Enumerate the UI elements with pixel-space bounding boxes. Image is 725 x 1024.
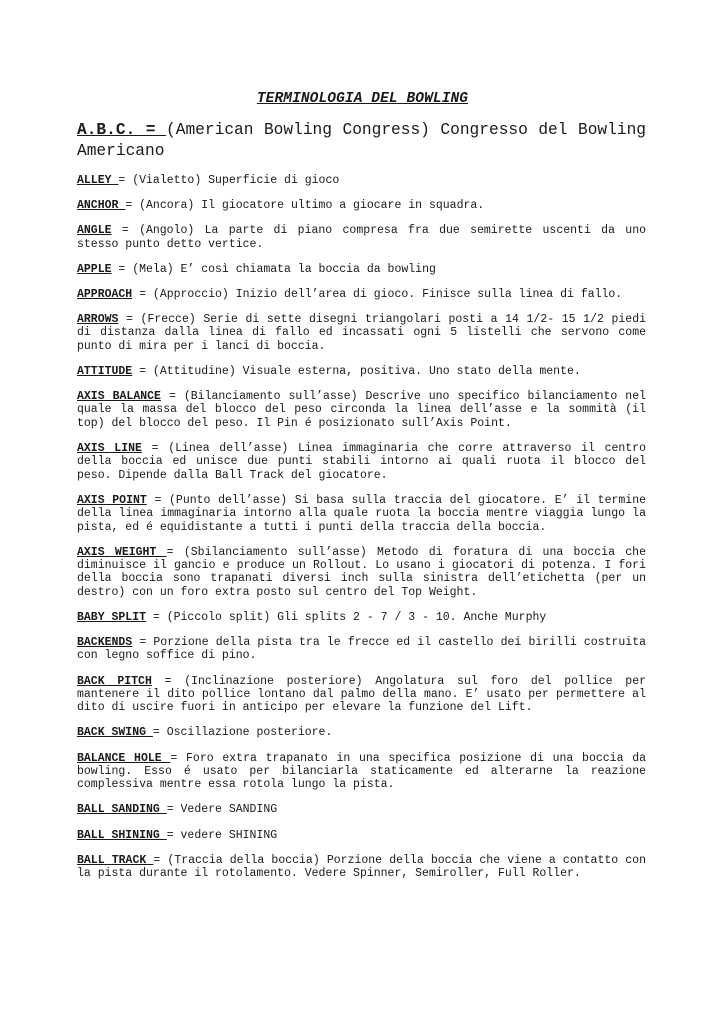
entry-term: ALLEY [77, 174, 119, 187]
entry-term: AXIS WEIGHT [77, 545, 167, 559]
entry-definition: = (Punto dell’asse) Si basa sulla traccia del giocatore. E’ il termine della linea immaginaria intorno alla quale ruota la boccia mentre viaggia lungo la pista, ed é equidistante a tutti i punti della traccia della boccia. [77, 493, 646, 534]
entry-definition: = (Bilanciamento sull’asse) Descrive uno specifico bilanciamento nel quale la massa del blocco del peso circonda la linea dell’asse e la sommità (il top) del blocco del peso. Il Pin é posizionato sull’Axis Point. [77, 389, 646, 430]
glossary-entry [77, 803, 646, 816]
glossary-entry [77, 675, 646, 715]
entry-term: ARROWS [77, 312, 119, 326]
entry-term: ANCHOR [77, 199, 126, 213]
entry-term: BACK SWING [77, 726, 153, 740]
entry-definition: = (Approccio) Inizio dell’area di gioco. Finisce sulla linea di fallo. [132, 287, 623, 301]
glossary-entry [77, 120, 646, 162]
glossary-entry [77, 442, 646, 482]
entry-term: AXIS LINE [77, 441, 142, 455]
entry-term: BACK PITCH [77, 674, 152, 688]
entry-term: A.B.C. = [77, 121, 167, 139]
document-title: TERMINOLOGIA DEL BOWLING [256, 91, 469, 107]
glossary-entry [77, 263, 646, 276]
entry-term: BABY SPLIT [77, 610, 147, 624]
glossary-entry [77, 752, 646, 792]
glossary-entry [77, 494, 646, 534]
entry-term: APPROACH [77, 287, 133, 301]
entry-term: AXIS BALANCE [77, 389, 161, 403]
glossary-entry [77, 726, 646, 739]
glossary-entry [77, 829, 646, 842]
entry-definition: = (Traccia della boccia) Porzione della boccia che viene a contatto con la pista durante il rotolamento. Vedere Spinner, Semiroller, Full Roller. [77, 853, 646, 880]
entry-definition: = Vedere SANDING [166, 803, 278, 817]
entry-definition: = Oscillazione posteriore. [152, 726, 333, 740]
entry-term: ANGLE [77, 224, 112, 238]
glossary-entry [77, 365, 646, 378]
entry-term: AXIS POINT [77, 493, 147, 507]
entry-definition: (American Bowling Congress) Congresso del Bowling Americano [77, 121, 646, 160]
glossary-entry [77, 611, 646, 624]
entry-term: ATTITUDE [77, 364, 133, 378]
glossary-entry [77, 546, 646, 600]
glossary [77, 120, 646, 892]
glossary-entry [77, 174, 646, 187]
entry-term: BALL SANDING [77, 803, 167, 817]
entry-term: BALANCE HOLE [77, 751, 171, 765]
entry-definition: = (Mela) E’ così chiamata la boccia da bowling [111, 262, 436, 276]
entry-definition: = Foro extra trapanato in una specifica posizione di una boccia da bowling. Esso é usato per bilanciarla staticamente ed alterarne la reazione complessiva mentre essa rotola lungo la pista. [77, 751, 647, 792]
entry-definition: = (Ancora) Il giocatore ultimo a giocare in squadra. [125, 199, 485, 213]
entry-definition: = (Frecce) Serie di sette disegni triangolari posti a 14 1/2- 15 1/2 piedi di distanza dalla linea di fallo ed incassati ogni 5 listelli che servono come punto di mira per i lanci di boccia. [77, 312, 646, 353]
glossary-entry [77, 636, 646, 663]
entry-definition: = (Vialetto) Superficie di gioco [118, 174, 340, 187]
entry-term: APPLE [77, 262, 112, 276]
entry-definition: = vedere SHINING [166, 828, 278, 842]
entry-term: BALL SHINING [77, 828, 167, 842]
glossary-entry [77, 224, 646, 251]
entry-definition: = (Inclinazione posteriore) Angolatura sul foro del pollice per mantenere il dito pollice lontano dal palmo della mano. E’ usato per permettere al dito di uscire fuori in anticipo per elevare la funzione del Lift. [77, 674, 646, 715]
entry-definition: = (Piccolo split) Gli splits 2 - 7 / 3 - 10. Anche Murphy [146, 610, 547, 624]
entry-definition: = (Attitudine) Visuale esterna, positiva. Uno stato della mente. [132, 364, 581, 378]
entry-definition: = (Angolo) La parte di piano compresa fra due semirette uscenti da uno stesso punto detto vertice. [77, 224, 646, 251]
glossary-entry [77, 390, 646, 430]
glossary-entry [77, 854, 646, 881]
glossary-entry [77, 313, 646, 353]
entry-definition: = (Sbilanciamento sull’asse) Metodo di foratura di una boccia che diminuisce il gancio e produce un Rollout. Lo usano i giocatori di potenza. I fori della boccia sono trapanati diversi inch sulla sinistra dell’etichetta (per un destro) con un foro extra posto sul centro del Top Weight. [77, 545, 646, 599]
entry-definition: = Porzione della pista tra le frecce ed il castello dei birilli costruita con legno soffice di pino. [77, 636, 646, 663]
glossary-entry [77, 288, 646, 301]
glossary-entry [77, 199, 646, 212]
entry-term: BALL TRACK [77, 853, 154, 867]
entry-term: BACKENDS [77, 636, 133, 649]
entry-definition: = (Linea dell’asse) Linea immaginaria che corre attraverso il centro della boccia ed unisce due punti stabili intorno ai quali ruota il blocco del peso. Dipende dalla Ball Track del giocatore. [77, 441, 646, 482]
